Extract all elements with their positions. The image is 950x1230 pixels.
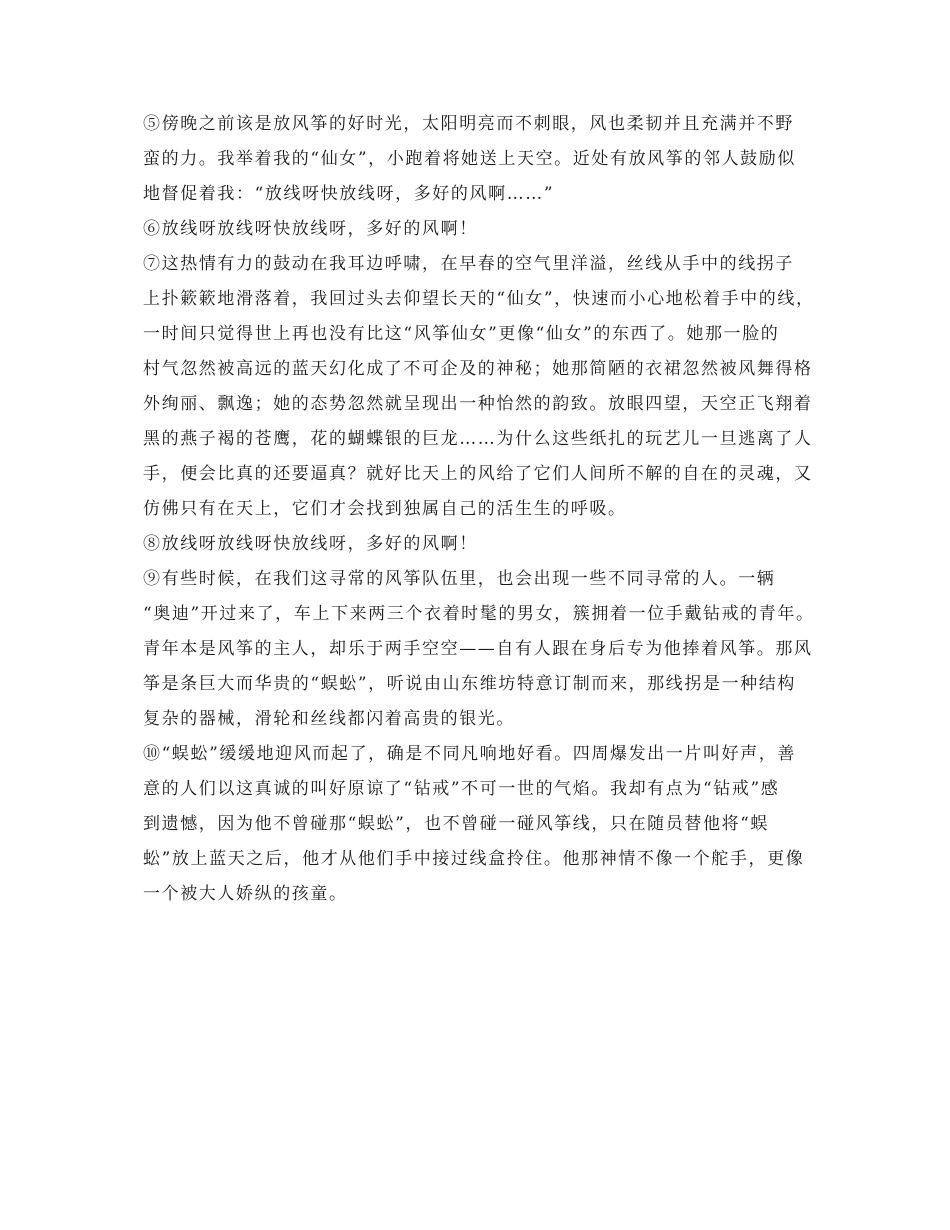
text-line: 一时间只觉得世上再也没有比这“风筝仙女”更像“仙女”的东西了。她那一脸的 <box>143 324 780 344</box>
text-line: ⑩“蜈蚣”缓缓地迎风而起了，确是不同凡响地好看。四周爆发出一片叫好声，善 <box>143 744 796 764</box>
text-line: ⑥放线呀放线呀快放线呀，多好的风啊！ <box>143 219 478 239</box>
text-line: 蛮的力。我举着我的“仙女”，小跑着将她送上天空。近处有放风筝的邻人鼓励似 <box>143 149 796 169</box>
text-line: 黑的燕子褐的苍鹰，花的蝴蝶银的巨龙……为什么这些纸扎的玩艺儿一旦逃离了人 <box>143 429 813 449</box>
text-line: 筝是条巨大而华贵的“蜈蚣”，听说由山东维坊特意订制而来，那线拐是一种结构 <box>143 674 796 694</box>
text-line: 到遗憾，因为他不曾碰那“蜈蚣”，也不曾碰一碰风筝线，只在随员替他将“蜈 <box>143 814 770 834</box>
text-line: 仿佛只有在天上，它们才会找到独属自己的活生生的呼吸。 <box>143 499 627 519</box>
text-line: 手，便会比真的还要逼真？就好比天上的风给了它们人间所不解的自在的灵魂，又 <box>143 464 813 484</box>
text-line: 地督促着我：“放线呀快放线呀，多好的风啊……” <box>143 184 555 204</box>
text-line: 村气忽然被高远的蓝天幻化成了不可企及的神秘；她那简陋的衣裙忽然被风舞得格 <box>143 359 813 379</box>
text-line: ⑨有些时候，在我们这寻常的风筝队伍里，也会出现一些不同寻常的人。一辆 <box>143 569 776 589</box>
text-line: 复杂的器械，滑轮和丝线都闪着高贵的银光。 <box>143 709 515 729</box>
text-line: 意的人们以这真诚的叫好原谅了“钻戒”不可一世的气焰。我却有点为“钻戒”感 <box>143 779 780 799</box>
text-line: 蚣”放上蓝天之后，他才从他们手中接过线盒拎住。他那神情不像一个舵手，更像 <box>143 849 805 869</box>
text-line: ⑧放线呀放线呀快放线呀，多好的风啊！ <box>143 534 478 554</box>
text-line: 青年本是风筝的主人，却乐于两手空空——自有人跟在身后专为他捧着风筝。那风 <box>143 639 813 659</box>
text-line: 上扑簌簌地滑落着，我回过头去仰望长天的“仙女”，快速而小心地松着手中的线， <box>143 289 815 309</box>
article-body <box>143 107 823 912</box>
text-line: 一个被大人娇纵的孩童。 <box>143 884 348 904</box>
text-line: ⑦这热情有力的鼓动在我耳边呼啸，在早春的空气里洋溢，丝线从手中的线拐子 <box>143 254 794 274</box>
text-line: 外绚丽、飘逸；她的态势忽然就呈现出一种怡然的韵致。放眼四望，天空正飞翔着 <box>143 394 813 414</box>
text-line: ⑤傍晚之前该是放风筝的好时光，太阳明亮而不刺眼，风也柔韧并且充满并不野 <box>143 114 794 134</box>
text-line: “奥迪”开过来了，车上下来两三个衣着时髦的男女，簇拥着一位手戴钻戒的青年。 <box>143 604 815 624</box>
